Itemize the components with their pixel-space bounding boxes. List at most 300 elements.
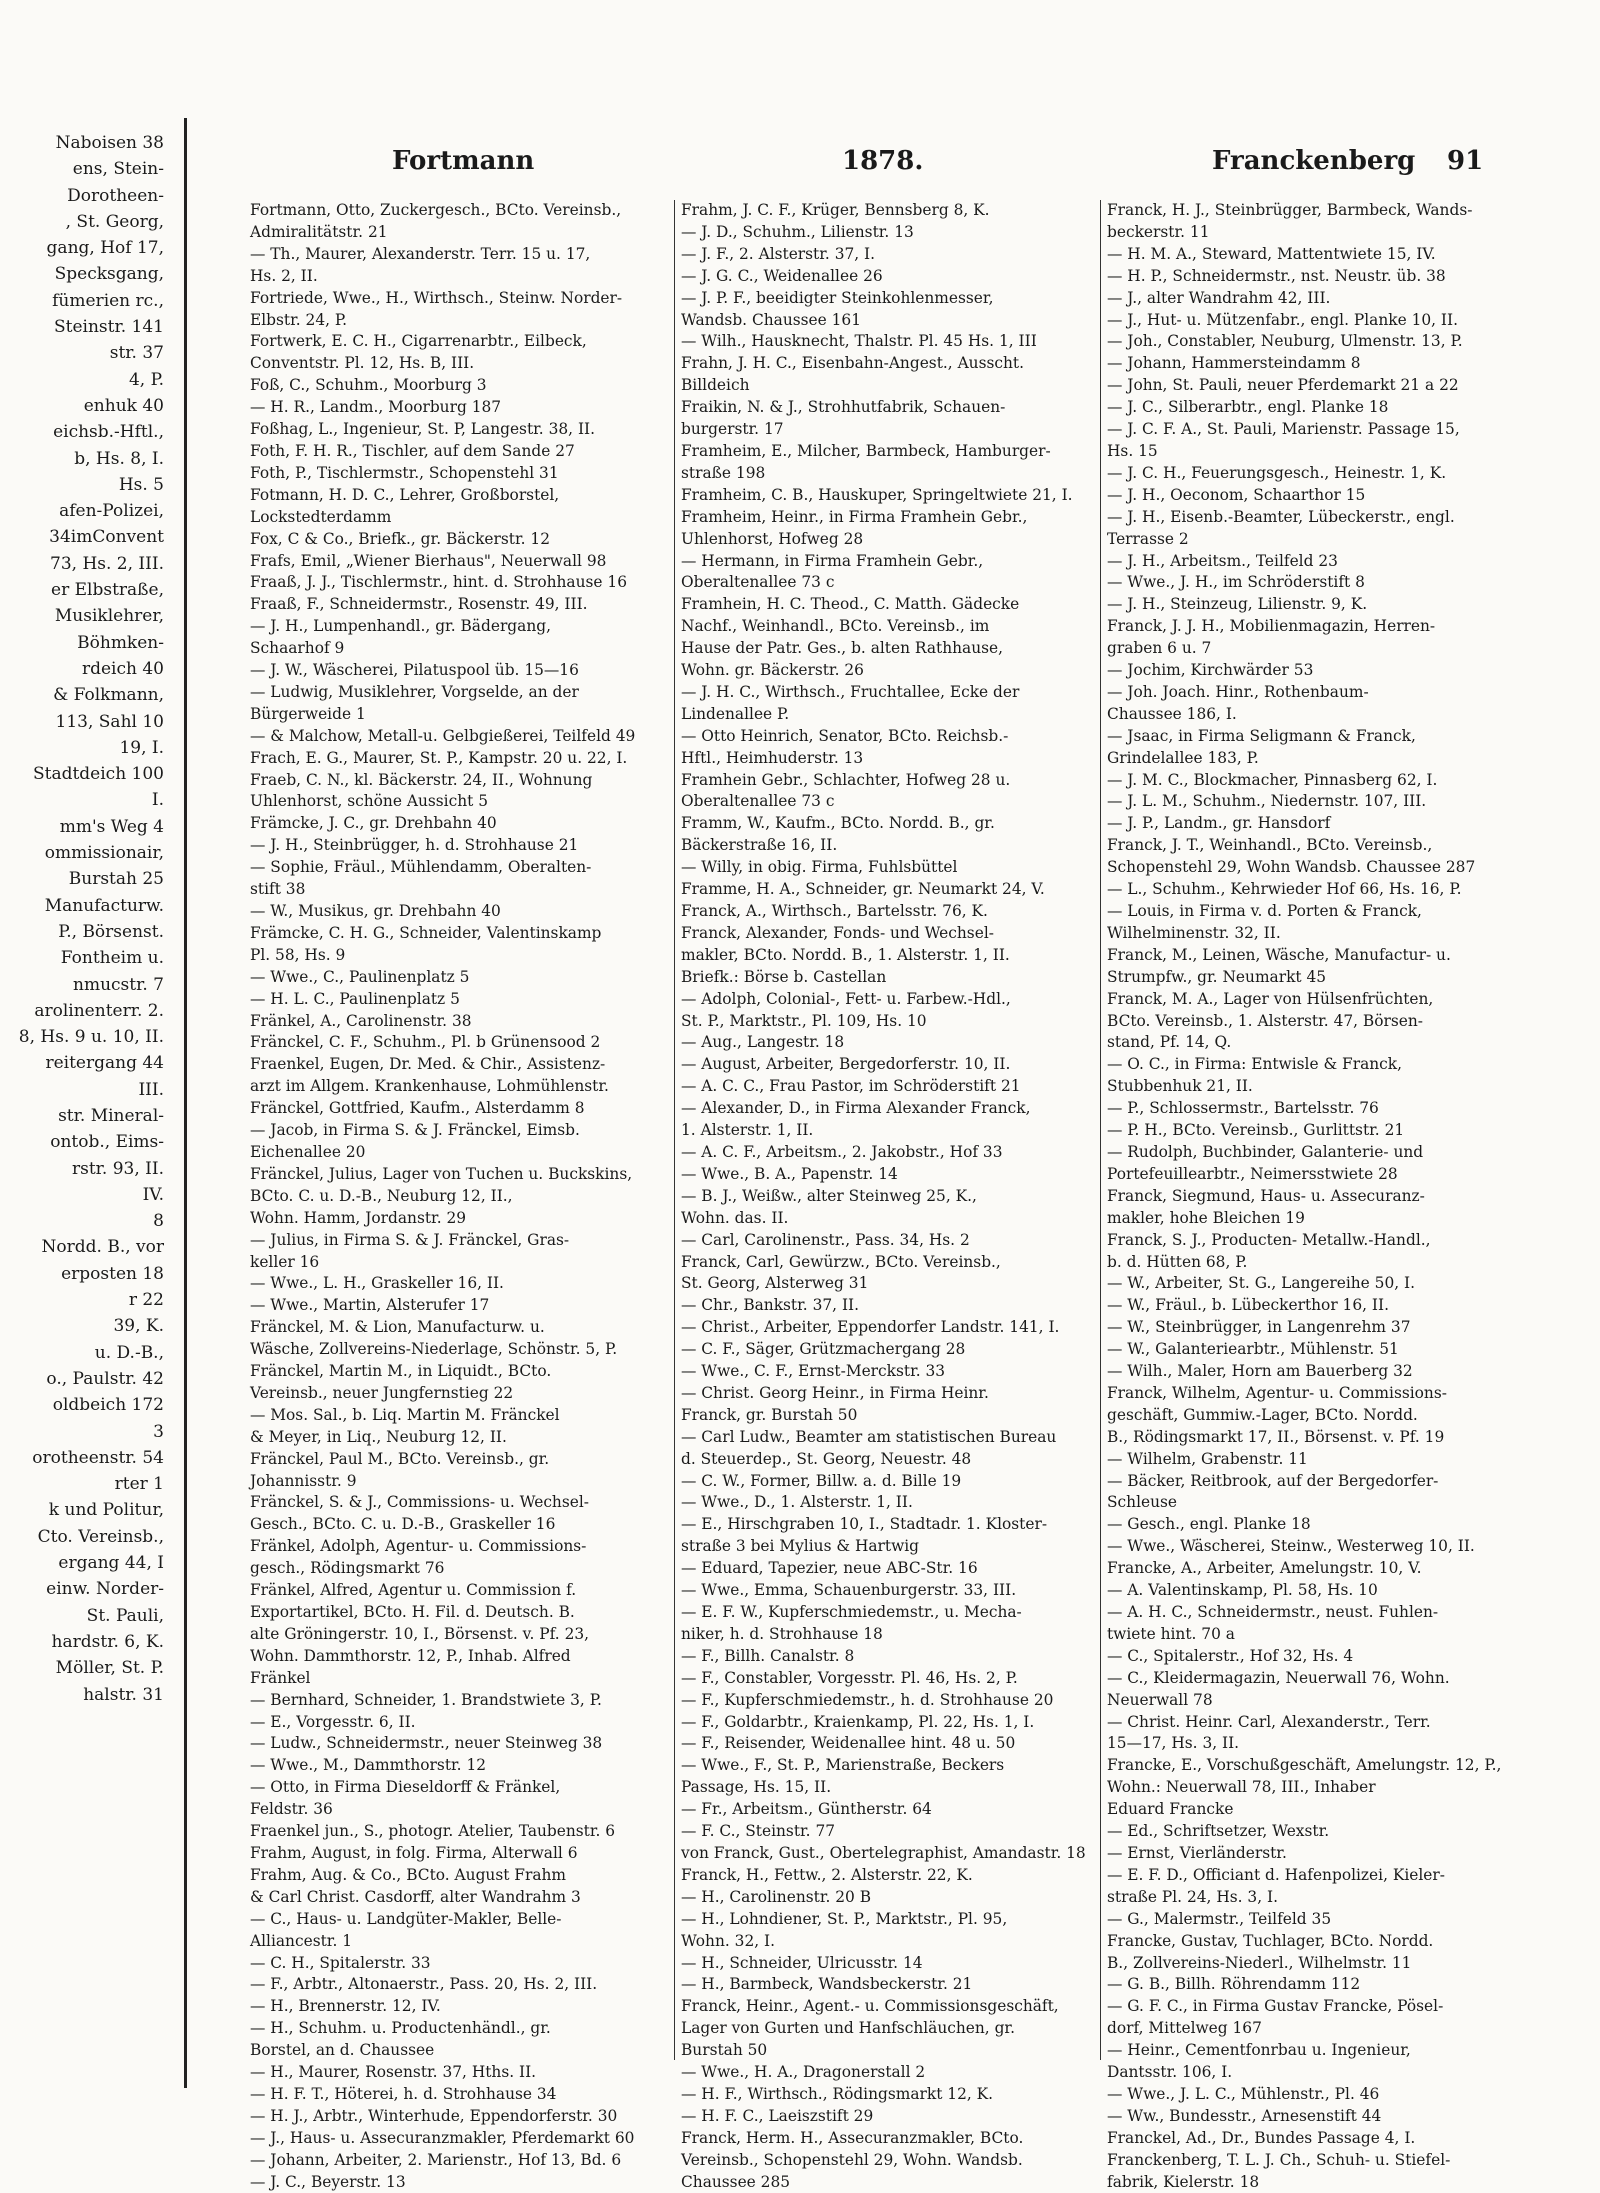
fragment-line: 19, I. xyxy=(119,737,164,758)
adjacent-page-fragment xyxy=(0,130,170,2090)
directory-entry-line: Frahn, J. H. C., Eisenbahn-Angest., Ausscht. xyxy=(681,354,1024,373)
directory-entry-line: Främcke, C. H. G., Schneider, Valentinskamp xyxy=(250,923,602,942)
directory-entry-line: makler, hohe Bleichen 19 xyxy=(1107,1208,1305,1227)
directory-entry-line: — H. L. C., Paulinenplatz 5 xyxy=(250,989,460,1008)
directory-entry-line: — A. Valentinskamp, Pl. 58, Hs. 10 xyxy=(1107,1581,1378,1600)
directory-entry-line: — Wwe., L. H., Graskeller 16, II. xyxy=(250,1274,504,1293)
directory-entry-line: Frach, E. G., Maurer, St. P., Kampstr. 20 u. 22, I. xyxy=(250,748,628,767)
fragment-line: 113, Sahl 10 xyxy=(55,711,164,732)
directory-entry-line: — E. F. W., Kupferschmiedemstr., u. Mecha- xyxy=(681,1603,1022,1621)
directory-entry-line: Chaussee 285 xyxy=(681,2172,791,2191)
directory-entry-line: Schopenstehl 29, Wohn Wandsb. Chaussee 287 xyxy=(1107,858,1476,877)
directory-entry-line: Hause der Patr. Ges., b. alten Rathhause, xyxy=(681,639,1004,658)
directory-entry-line: B., Rödingsmarkt 17, II., Börsenst. v. Pf. 19 xyxy=(1107,1427,1445,1446)
directory-entry-line: — Sophie, Fräul., Mühlendamm, Oberalten- xyxy=(250,858,592,877)
directory-entry-line: — Wwe., Emma, Schauenburgerstr. 33, III. xyxy=(681,1581,1017,1600)
directory-entry-line: — Jochim, Kirchwärder 53 xyxy=(1107,661,1314,680)
directory-entry-line: — G. F. C., in Firma Gustav Francke, Pösel- xyxy=(1107,1997,1444,2016)
directory-entry-line: Bürgerweide 1 xyxy=(250,704,366,723)
directory-entry-line: — J. G. C., Weidenallee 26 xyxy=(681,266,883,285)
header-left-catchword: Fortmann xyxy=(392,146,535,176)
directory-entry-line: — Aug., Langestr. 18 xyxy=(681,1033,845,1052)
fragment-line: rter 1 xyxy=(114,1474,164,1495)
directory-entry-line: 1. Alsterstr. 1, II. xyxy=(681,1121,814,1140)
directory-entry-line: — H. P., Schneidermstr., nst. Neustr. üb. 38 xyxy=(1107,266,1446,285)
fragment-line: Stadtdeich 100 xyxy=(32,764,164,785)
directory-entry-line: — Johann, Hammersteindamm 8 xyxy=(1107,354,1361,373)
directory-entry-line: — Carl, Carolinenstr., Pass. 34, Hs. 2 xyxy=(681,1230,970,1249)
directory-entry-line: Wohn. 32, I. xyxy=(681,1931,775,1950)
directory-entry-line: Exportartikel, BCto. H. Fil. d. Deutsch. B. xyxy=(250,1603,575,1621)
directory-entry-line: — J. H., Oeconom, Schaarthor 15 xyxy=(1107,485,1366,504)
directory-entry-line: Fraikin, N. & J., Strohhutfabrik, Schauen- xyxy=(681,398,1006,417)
directory-entry-line: — Wilhelm, Grabenstr. 11 xyxy=(1107,1449,1308,1468)
fragment-line: reitergang 44 xyxy=(45,1053,164,1074)
directory-entry-line: Francke, A., Arbeiter, Amelungstr. 10, V. xyxy=(1107,1559,1422,1578)
directory-entry-line: — W., Steinbrügger, in Langenrehm 37 xyxy=(1107,1318,1411,1337)
directory-entry-line: Billdeich xyxy=(681,376,750,395)
directory-entry-line: — W., Arbeiter, St. G., Langereihe 50, I. xyxy=(1107,1274,1416,1293)
directory-entry-line: — P., Schlossermstr., Bartelsstr. 76 xyxy=(1107,1099,1379,1118)
directory-entry-line: — Mos. Sal., b. Liq. Martin M. Fränckel xyxy=(250,1405,560,1424)
directory-entry-line: — G., Malermstr., Teilfeld 35 xyxy=(1107,1909,1332,1928)
directory-entry-line: — H. F. T., Höterei, h. d. Strohhause 34 xyxy=(250,2084,557,2103)
directory-entry-line: — Carl Ludw., Beamter am statistischen Bureau xyxy=(681,1427,1057,1446)
directory-entry-line: — J. W., Wäscherei, Pilatuspool üb. 15—16 xyxy=(250,661,579,680)
directory-entry-line: — E., Hirschgraben 10, I., Stadtadr. 1. Kloster- xyxy=(681,1515,1048,1534)
directory-entry-line: twiete hint. 70 a xyxy=(1107,1624,1235,1643)
directory-entry-line: — Th., Maurer, Alexanderstr. Terr. 15 u. 17, xyxy=(250,244,591,263)
directory-entry-line: Foßhag, L., Ingenieur, St. P, Langestr. 38, II. xyxy=(250,420,596,439)
directory-entry-line: — C. H., Spitalerstr. 33 xyxy=(250,1953,431,1972)
directory-entry-line: — H. F., Wirthsch., Rödingsmarkt 12, K. xyxy=(681,2084,994,2103)
directory-entry-line: Frahm, J. C. F., Krüger, Bennsberg 8, K. xyxy=(681,201,990,219)
fragment-line: Naboisen 38 xyxy=(55,133,164,153)
directory-entry-line: — Chr., Bankstr. 37, II. xyxy=(681,1296,859,1315)
directory-entry-line: Portefeuillearbtr., Neimersstwiete 28 xyxy=(1107,1164,1398,1183)
directory-entry-line: Grindelallee 183, P. xyxy=(1107,748,1259,767)
fragment-line: Möller, St. P. xyxy=(55,1658,164,1679)
directory-entry-line: — J. L. M., Schuhm., Niedernstr. 107, III. xyxy=(1107,792,1427,811)
directory-entry-line: — Wwe., J. L. C., Mühlenstr., Pl. 46 xyxy=(1107,2084,1380,2103)
directory-entry-line: Vereinsb., neuer Jungfernstieg 22 xyxy=(250,1383,514,1402)
fragment-line: k und Politur, xyxy=(48,1500,164,1521)
directory-entry-line: — Johann, Arbeiter, 2. Marienstr., Hof 13, Bd. 6 xyxy=(250,2150,622,2169)
directory-entry-line: Feldstr. 36 xyxy=(250,1800,333,1819)
directory-entry-line: Dantsstr. 106, I. xyxy=(1107,2063,1233,2082)
directory-entry-line: Alliancestr. 1 xyxy=(250,1931,353,1950)
fragment-line: , St. Georg, xyxy=(65,211,164,232)
directory-entry-line: Hftl., Heimhuderstr. 13 xyxy=(681,748,864,767)
directory-entry-line: — Eduard, Tapezier, neue ABC-Str. 16 xyxy=(681,1559,978,1578)
directory-entry-line: Fränkel, Adolph, Agentur- u. Commissions- xyxy=(250,1537,587,1556)
directory-entry-line: — J., Hut- u. Mützenfabr., engl. Planke 10, II. xyxy=(1107,310,1458,329)
directory-entry-line: — F., Arbtr., Altonaerstr., Pass. 20, Hs. 2, III. xyxy=(250,1975,598,1994)
directory-entry-line: — August, Arbeiter, Bergedorferstr. 10, II. xyxy=(681,1055,1011,1074)
directory-entry-line: — Joh. Joach. Hinr., Rothenbaum- xyxy=(1107,682,1369,701)
fragment-line: gang, Hof 17, xyxy=(46,238,164,259)
directory-entry-line: — J. H., Eisenb.-Beamter, Lübeckerstr., engl. xyxy=(1107,507,1455,526)
fragment-line: er Elbstraße, xyxy=(51,580,164,601)
directory-entry-line: St. P., Marktstr., Pl. 109, Hs. 10 xyxy=(681,1011,927,1030)
fragment-line: Specksgang, xyxy=(54,264,164,285)
fragment-line: Steinstr. 141 xyxy=(54,317,164,338)
directory-entry-line: Franckel, Ad., Dr., Bundes Passage 4, I. xyxy=(1107,2128,1416,2147)
fragment-line: I. xyxy=(151,790,164,811)
directory-entry-line: Fränkel, Alfred, Agentur u. Commission f. xyxy=(250,1581,577,1600)
directory-entry-line: straße Pl. 24, Hs. 3, I. xyxy=(1107,1887,1278,1906)
fragment-line: orotheenstr. 54 xyxy=(32,1447,164,1468)
directory-entry-line: — J. H., Arbeitsm., Teilfeld 23 xyxy=(1107,551,1338,570)
directory-entry-line: Stubbenhuk 21, II. xyxy=(1107,1077,1253,1096)
fragment-line: hardstr. 6, K. xyxy=(51,1631,164,1652)
fragment-line: 8 xyxy=(153,1211,164,1232)
directory-entry-line: burgerstr. 17 xyxy=(681,420,784,439)
directory-entry-line: Franck, M. A., Lager von Hülsenfrüchten, xyxy=(1107,989,1434,1008)
fragment-line: rdeich 40 xyxy=(81,658,164,679)
directory-entry-line: Foth, P., Tischlermstr., Schopenstehl 31 xyxy=(250,463,559,482)
directory-entry-line: — A. C. F., Arbeitsm., 2. Jakobstr., Hof 33 xyxy=(681,1142,1003,1161)
directory-entry-line: Lockstedterdamm xyxy=(250,507,392,526)
directory-entry-line: — Jsaac, in Firma Seligmann & Franck, xyxy=(1107,726,1416,745)
directory-entry-line: Fränckel, Gottfried, Kaufm., Alsterdamm 8 xyxy=(250,1099,585,1118)
directory-entry-line: graben 6 u. 7 xyxy=(1107,639,1212,658)
directory-entry-line: Framhein Gebr., Schlachter, Hofweg 28 u. xyxy=(681,770,1011,789)
fragment-line: ens, Stein- xyxy=(72,159,164,180)
fragment-line: o., Paulstr. 42 xyxy=(46,1368,164,1389)
fragment-line: u. D.-B., xyxy=(94,1342,164,1363)
fragment-line: einw. Norder- xyxy=(46,1579,164,1600)
running-header xyxy=(212,146,1530,186)
directory-entry-line: — J. C., Silberarbtr., engl. Planke 18 xyxy=(1107,398,1389,417)
directory-entry-line: arzt im Allgem. Krankenhause, Lohmühlenstr. xyxy=(250,1077,609,1096)
directory-entry-line: — H., Schuhm. u. Productenhändl., gr. xyxy=(250,2019,551,2038)
directory-entry-line: — J. P., Landm., gr. Hansdorf xyxy=(1107,814,1331,833)
directory-entry-line: — P. H., BCto. Vereinsb., Gurlittstr. 21 xyxy=(1107,1121,1405,1140)
fragment-line: Hs. 5 xyxy=(118,474,164,495)
directory-entry-line: — J. P. F., beeidigter Steinkohlenmesser, xyxy=(681,288,994,307)
directory-entry-line: — A. C. C., Frau Pastor, im Schröderstift 21 xyxy=(681,1077,1021,1096)
directory-entry-line: — Willy, in obig. Firma, Fuhlsbüttel xyxy=(681,858,958,877)
directory-entry-line: — H. J., Arbtr., Winterhude, Eppendorferstr. 30 xyxy=(250,2106,618,2125)
directory-entry-line: — Ed., Schriftsetzer, Wexstr. xyxy=(1107,1822,1330,1841)
directory-entry-line: — C., Spitalerstr., Hof 32, Hs. 4 xyxy=(1107,1646,1354,1665)
directory-entry-line: Eichenallee 20 xyxy=(250,1142,366,1161)
directory-entry-line: Wohn. Hamm, Jordanstr. 29 xyxy=(250,1208,467,1227)
directory-entry-line: — J. D., Schuhm., Lilienstr. 13 xyxy=(681,222,914,241)
directory-entry-line: Framheim, Heinr., in Firma Framhein Gebr., xyxy=(681,507,1028,526)
directory-entry-line: Oberaltenallee 73 c xyxy=(681,792,835,811)
directory-entry-line: — F., Goldarbtr., Kraienkamp, Pl. 22, Hs. 1, I. xyxy=(681,1712,1035,1731)
directory-entry-line: Wohn. Dammthorstr. 12, P., Inhab. Alfred xyxy=(250,1646,571,1665)
directory-entry-line: — F., Billh. Canalstr. 8 xyxy=(681,1646,855,1665)
directory-entry-line: — Christ., Arbeiter, Eppendorfer Landstr. 141, I. xyxy=(681,1318,1060,1337)
fragment-line: nmucstr. 7 xyxy=(73,974,164,995)
directory-entry-line: Chaussee 186, I. xyxy=(1107,704,1237,723)
directory-entry-line: Admiralitätstr. 21 xyxy=(250,222,388,241)
directory-entry-line: — W., Musikus, gr. Drehbahn 40 xyxy=(250,902,501,920)
directory-entry-line: — Wwe., J. H., im Schröderstift 8 xyxy=(1107,573,1365,592)
column-3 xyxy=(1100,200,1537,2191)
directory-entry-line: Wohn.: Neuerwall 78, III., Inhaber xyxy=(1107,1778,1376,1797)
directory-entry-line: d. Steuerdep., St. Georg, Neuestr. 48 xyxy=(681,1449,972,1468)
directory-entry-line: Uhlenhorst, Hofweg 28 xyxy=(681,529,864,548)
directory-entry-line: — C. F., Säger, Grützmachergang 28 xyxy=(681,1340,966,1359)
directory-entry-line: Passage, Hs. 15, II. xyxy=(681,1778,832,1797)
directory-entry-line: Franck, S. J., Producten- Metallw.-Handl., xyxy=(1107,1230,1431,1249)
fragment-line: str. 37 xyxy=(109,343,164,364)
directory-entry-line: Fränckel, M. & Lion, Manufacturw. u. xyxy=(250,1318,545,1337)
directory-entry-line: Franck, H. J., Steinbrügger, Barmbeck, Wands- xyxy=(1107,201,1473,219)
fragment-line: rstr. 93, II. xyxy=(71,1158,164,1179)
directory-entry-line: — H., Carolinenstr. 20 B xyxy=(681,1887,872,1906)
directory-entry-line: — H., Brennerstr. 12, IV. xyxy=(250,1997,441,2016)
fragment-line: 3 xyxy=(153,1421,164,1442)
fragment-line: 73, Hs. 2, III. xyxy=(50,553,164,574)
directory-entry-line: — Wwe., H. A., Dragonerstall 2 xyxy=(681,2063,926,2082)
directory-entry-line: — H., Maurer, Rosenstr. 37, Hths. II. xyxy=(250,2063,537,2082)
directory-entry-line: Vereinsb., Schopenstehl 29, Wohn. Wandsb. xyxy=(681,2150,1023,2169)
fragment-line: Musiklehrer, xyxy=(54,606,164,627)
directory-entry-line: — Wwe., B. A., Papenstr. 14 xyxy=(681,1164,898,1183)
directory-entry-line: — E. F. D., Officiant d. Hafenpolizei, Kieler- xyxy=(1107,1865,1445,1884)
directory-entry-line: Framhein, H. C. Theod., C. Matth. Gädecke xyxy=(681,595,1020,614)
directory-entry-line: — Ludwig, Musiklehrer, Vorgselde, an der xyxy=(250,682,579,701)
fragment-line: Manufacturw. xyxy=(44,895,164,916)
fragment-line: mm's Weg 4 xyxy=(59,816,164,837)
directory-entry-line: Francke, E., Vorschußgeschäft, Amelungstr. 12, P., xyxy=(1107,1756,1502,1775)
fragment-line: afen-Polizei, xyxy=(59,501,164,522)
directory-entry-line: — E., Vorgesstr. 6, II. xyxy=(250,1712,416,1731)
directory-entry-line: — Ww., Bundesstr., Arnesenstift 44 xyxy=(1107,2106,1382,2125)
directory-entry-line: Framheim, E., Milcher, Barmbeck, Hamburger- xyxy=(681,441,1051,460)
directory-entry-line: Wandsb. Chaussee 161 xyxy=(681,310,862,329)
directory-entry-line: Conventstr. Pl. 12, Hs. B, III. xyxy=(250,354,475,373)
directory-entry-line: — H., Barmbeck, Wandsbeckerstr. 21 xyxy=(681,1975,973,1994)
directory-entry-line: — & Malchow, Metall-u. Gelbgießerei, Teilfeld 49 xyxy=(250,726,636,745)
directory-entry-line: — Wwe., F., St. P., Marienstraße, Beckers xyxy=(681,1756,1005,1775)
directory-entry-line: — Louis, in Firma v. d. Porten & Franck, xyxy=(1107,902,1422,920)
directory-entry-line: Strumpfw., gr. Neumarkt 45 xyxy=(1107,967,1327,986)
directory-entry-line: — Wwe., M., Dammthorstr. 12 xyxy=(250,1756,487,1775)
directory-entry-line: Fränckel, Martin M., in Liquidt., BCto. xyxy=(250,1362,552,1381)
directory-entry-line: Fränckel, S. & J., Commissions- u. Wechsel- xyxy=(250,1493,589,1512)
fragment-line: arolinenterr. 2. xyxy=(34,1000,164,1021)
directory-entry-line: fabrik, Kielerstr. 18 xyxy=(1107,2172,1260,2191)
directory-entry-line: — J. M. C., Blockmacher, Pinnasberg 62, I. xyxy=(1107,770,1438,789)
directory-entry-line: Eduard Francke xyxy=(1107,1800,1234,1819)
directory-entry-line: Briefk.: Börse b. Castellan xyxy=(681,967,887,986)
directory-entry-line: — F., Kupferschmiedemstr., h. d. Strohhause 20 xyxy=(681,1690,1054,1709)
directory-entry-line: — Otto Heinrich, Senator, BCto. Reichsb.- xyxy=(681,726,1009,745)
directory-entry-line: Hs. 2, II. xyxy=(250,266,318,285)
directory-entry-line: Schleuse xyxy=(1107,1493,1178,1512)
directory-entry-line: geschäft, Gummiw.-Lager, BCto. Nordd. xyxy=(1107,1405,1418,1424)
directory-entry-line: Francke, Gustav, Tuchlager, BCto. Nordd. xyxy=(1107,1931,1434,1950)
directory-entry-line: — A. H. C., Schneidermstr., neust. Fuhlen- xyxy=(1107,1603,1439,1621)
directory-entry-line: — Wwe., D., 1. Alsterstr. 1, II. xyxy=(681,1493,913,1512)
directory-entry-line: Franck, Wilhelm, Agentur- u. Commissions- xyxy=(1107,1383,1447,1402)
directory-entry-line: Terrasse 2 xyxy=(1107,529,1189,548)
directory-entry-line: — Heinr., Cementfonrbau u. Ingenieur, xyxy=(1107,2041,1411,2060)
directory-entry-line: — Christ. Georg Heinr., in Firma Heinr. xyxy=(681,1383,989,1402)
directory-entry-line: 15—17, Hs. 3, II. xyxy=(1107,1734,1240,1753)
directory-entry-line: — J. F., 2. Alsterstr. 37, I. xyxy=(681,244,876,263)
directory-entry-line: — J. H., Steinzeug, Lilienstr. 9, K. xyxy=(1107,595,1368,614)
directory-entry-line: & Carl Christ. Casdorff, alter Wandrahm 3 xyxy=(250,1887,581,1906)
directory-entry-line: Wohn. gr. Bäckerstr. 26 xyxy=(681,661,864,680)
directory-entry-line: — Ernst, Vierländerstr. xyxy=(1107,1843,1287,1862)
directory-entry-line: Franck, H., Fettw., 2. Alsterstr. 22, K. xyxy=(681,1865,973,1884)
directory-entry-line: — Bäcker, Reitbrook, auf der Bergedorfer- xyxy=(1107,1471,1439,1490)
fragment-line: IV. xyxy=(142,1184,164,1205)
directory-entry-line: Lindenallee P. xyxy=(681,704,790,723)
directory-entry-line: Framheim, C. B., Hauskuper, Springeltwiete 21, I. xyxy=(681,485,1073,504)
directory-entry-line: gesch., Rödingsmarkt 76 xyxy=(250,1559,445,1578)
directory-entry-line: alte Gröningerstr. 10, I., Börsenst. v. Pf. 23, xyxy=(250,1624,590,1643)
directory-entry-line: straße 3 bei Mylius & Hartwig xyxy=(681,1537,920,1556)
directory-entry-line: Wilhelminenstr. 32, II. xyxy=(1107,923,1281,942)
directory-entry-line: Fränckel, C. F., Schuhm., Pl. b Grünensood 2 xyxy=(250,1033,601,1052)
directory-entry-line: Franck, J. T., Weinhandl., BCto. Vereinsb., xyxy=(1107,836,1433,855)
directory-entry-line: — Ludw., Schneidermstr., neuer Steinweg 38 xyxy=(250,1734,603,1753)
directory-entry-line: — Fr., Arbeitsm., Güntherstr. 64 xyxy=(681,1800,932,1819)
directory-entry-line: Wäsche, Zollvereins-Niederlage, Schönstr. 5, P. xyxy=(250,1340,618,1359)
directory-entry-line: Franck, A., Wirthsch., Bartelsstr. 76, K. xyxy=(681,902,988,920)
directory-entry-line: Gesch., BCto. C. u. D.-B., Graskeller 16 xyxy=(250,1515,556,1534)
directory-entry-line: Franck, Alexander, Fonds- und Wechsel- xyxy=(681,923,994,942)
directory-entry-line: — Joh., Constabler, Neuburg, Ulmenstr. 13, P. xyxy=(1107,332,1463,351)
directory-entry-line: dorf, Mittelweg 167 xyxy=(1107,2019,1262,2038)
directory-entry-line: Pl. 58, Hs. 9 xyxy=(250,945,346,964)
directory-entry-line: — Wwe., C., Paulinenplatz 5 xyxy=(250,967,470,986)
directory-entry-line: — J., alter Wandrahm 42, III. xyxy=(1107,288,1331,307)
directory-entry-line: Franck, gr. Burstah 50 xyxy=(681,1405,858,1424)
column-2 xyxy=(674,200,1101,2191)
header-year: 1878. xyxy=(842,146,924,176)
fragment-line: Nordd. B., vor xyxy=(41,1237,164,1258)
fragment-line: Fontheim u. xyxy=(60,948,164,969)
fragment-line: St. Pauli, xyxy=(86,1605,164,1626)
directory-entry-line: Franck, J. J. H., Mobilienmagazin, Herren- xyxy=(1107,617,1436,636)
directory-entry-line: straße 198 xyxy=(681,463,766,482)
directory-entry-line: — C., Haus- u. Landgüter-Makler, Belle- xyxy=(250,1909,562,1928)
directory-entry-line: Frahm, August, in folg. Firma, Alterwall 6 xyxy=(250,1843,578,1862)
directory-entry-line: — J. C. H., Feuerungsgesch., Heinestr. 1, K. xyxy=(1107,463,1447,482)
directory-entry-line: — F., Reisender, Weidenallee hint. 48 u. 50 xyxy=(681,1734,1016,1753)
directory-entry-line: Fränckel, Paul M., BCto. Vereinsb., gr. xyxy=(250,1449,550,1468)
directory-entry-line: b. d. Hütten 68, P. xyxy=(1107,1252,1248,1271)
fragment-line: halstr. 31 xyxy=(83,1684,164,1705)
fragment-line: Böhmken- xyxy=(77,632,164,653)
directory-entry-line: Fränkel xyxy=(250,1668,311,1687)
directory-entry-line: Frahm, Aug. & Co., BCto. August Frahm xyxy=(250,1865,567,1884)
directory-entry-line: — J. C. F. A., St. Pauli, Marienstr. Passage 15, xyxy=(1107,420,1460,439)
directory-entry-line: — Jacob, in Firma S. & J. Fränckel, Eimsb. xyxy=(250,1121,580,1140)
directory-entry-line: Franck, M., Leinen, Wäsche, Manufactur- u. xyxy=(1107,945,1451,964)
directory-entry-line: — Gesch., engl. Planke 18 xyxy=(1107,1515,1311,1534)
directory-entry-line: — W., Fräul., b. Lübeckerthor 16, II. xyxy=(1107,1296,1389,1315)
directory-entry-line: — G. B., Billh. Röhrendamm 112 xyxy=(1107,1975,1361,1994)
directory-entry-line: — Wwe., Martin, Alsterufer 17 xyxy=(250,1296,490,1315)
directory-entry-line: — J. H. C., Wirthsch., Fruchtallee, Ecke der xyxy=(681,682,1020,701)
header-right-catchword: Franckenberg xyxy=(1212,146,1416,176)
directory-entry-line: Framme, H. A., Schneider, gr. Neumarkt 24, V. xyxy=(681,880,1045,899)
directory-entry-line: — J., Haus- u. Assecuranzmakler, Pferdemarkt 60 xyxy=(250,2128,635,2147)
directory-entry-line: makler, BCto. Nordd. B., 1. Alsterstr. 1, II. xyxy=(681,945,1010,964)
column-1 xyxy=(250,200,650,2191)
directory-entry-line: B., Zollvereins-Niederl., Wilhelmstr. 11 xyxy=(1107,1953,1412,1972)
directory-entry-line: Fraaß, F., Schneidermstr., Rosenstr. 49, III. xyxy=(250,595,588,614)
page-gutter xyxy=(184,118,207,2088)
fragment-line: & Folkmann, xyxy=(53,685,164,706)
directory-entry-line: stand, Pf. 14, Q. xyxy=(1107,1033,1232,1052)
directory-entry-line: Fortriede, Wwe., H., Wirthsch., Steinw. Norder- xyxy=(250,288,623,307)
directory-entry-line: — Julius, in Firma S. & J. Fränckel, Gras- xyxy=(250,1230,570,1249)
directory-entry-line: BCto. Vereinsb., 1. Alsterstr. 47, Börsen- xyxy=(1107,1011,1423,1030)
directory-entry-line: Fraaß, J. J., Tischlermstr., hint. d. Strohhause 16 xyxy=(250,573,627,592)
directory-entry-line: — Alexander, D., in Firma Alexander Franck, xyxy=(681,1099,1031,1118)
directory-entry-line: Franck, Heinr., Agent.- u. Commissionsgeschäft, xyxy=(681,1997,1059,2016)
fragment-line: 8, Hs. 9 u. 10, II. xyxy=(18,1027,164,1048)
fragment-line: oldbeich 172 xyxy=(52,1395,164,1416)
fragment-line: 4, P. xyxy=(128,369,164,390)
directory-entry-line: Franck, Herm. H., Assecuranzmakler, BCto. xyxy=(681,2128,1024,2147)
fragment-line: 39, K. xyxy=(113,1316,164,1337)
directory-entry-line: Franckenberg, T. L. J. Ch., Schuh- u. Stiefel- xyxy=(1107,2150,1451,2169)
directory-entry-line: — H. R., Landm., Moorburg 187 xyxy=(250,398,502,417)
directory-entry-line: Foß, C., Schuhm., Moorburg 3 xyxy=(250,376,487,395)
directory-entry-line: Franck, Carl, Gewürzw., BCto. Vereinsb., xyxy=(681,1252,1001,1271)
directory-entry-line: — Otto, in Firma Dieseldorff & Fränkel, xyxy=(250,1778,561,1797)
directory-entry-line: — J. H., Lumpenhandl., gr. Bädergang, xyxy=(250,617,551,636)
directory-entry-line: Fränckel, Julius, Lager von Tuchen u. Buckskins, xyxy=(250,1164,633,1183)
directory-entry-line: Oberaltenallee 73 c xyxy=(681,573,835,592)
directory-entry-line: — Wwe., Wäscherei, Steinw., Westerweg 10, II. xyxy=(1107,1537,1475,1556)
directory-entry-line: beckerstr. 11 xyxy=(1107,222,1210,241)
fragment-line: 34imConvent xyxy=(49,527,164,548)
directory-entry-line: Borstel, an d. Chaussee xyxy=(250,2041,435,2060)
directory-entry-line: Fränkel, A., Carolinenstr. 38 xyxy=(250,1011,472,1030)
directory-entry-line: Wohn. das. II. xyxy=(681,1208,789,1227)
fragment-line: enhuk 40 xyxy=(83,395,164,416)
fragment-line: erposten 18 xyxy=(61,1263,164,1284)
directory-entry-line: Foth, F. H. R., Tischler, auf dem Sande 27 xyxy=(250,441,575,460)
directory-entry-line: — H., Schneider, Ulricusstr. 14 xyxy=(681,1953,923,1972)
directory-entry-line: — H. F. C., Laeiszstift 29 xyxy=(681,2106,874,2125)
directory-entry-line: — W., Galanteriearbtr., Mühlenstr. 51 xyxy=(1107,1340,1399,1359)
directory-entry-line: Fraeb, C. N., kl. Bäckerstr. 24, II., Wohnung xyxy=(250,770,593,789)
directory-entry-line: BCto. C. u. D.-B., Neuburg 12, II., xyxy=(250,1186,513,1205)
fragment-line: Cto. Vereinsb., xyxy=(37,1526,164,1547)
directory-entry-line: von Franck, Gust., Obertelegraphist, Amandastr. 18 xyxy=(681,1843,1086,1862)
fragment-line: eichsb.-Hftl., xyxy=(53,422,164,443)
directory-entry-line: Fraenkel jun., S., photogr. Atelier, Taubenstr. 6 xyxy=(250,1822,616,1841)
directory-entry-line: — J. H., Steinbrügger, h. d. Strohhause 21 xyxy=(250,836,579,855)
directory-entry-line: Fraenkel, Eugen, Dr. Med. & Chir., Assistenz- xyxy=(250,1055,606,1074)
fragment-line: str. Mineral- xyxy=(58,1105,164,1126)
directory-entry-line: St. Georg, Alsterweg 31 xyxy=(681,1274,869,1293)
directory-entry-line: Fox, C & Co., Briefk., gr. Bäckerstr. 12 xyxy=(250,529,550,548)
directory-entry-line: — L., Schuhm., Kehrwieder Hof 66, Hs. 16, P. xyxy=(1107,880,1462,899)
directory-page xyxy=(212,118,1530,2191)
fragment-line: fümerien rc., xyxy=(52,290,164,311)
directory-entry-line: stift 38 xyxy=(250,880,306,899)
directory-entry-line: — Wilh., Maler, Horn am Bauerberg 32 xyxy=(1107,1362,1413,1381)
directory-entry-line: — C. W., Former, Billw. a. d. Bille 19 xyxy=(681,1471,962,1490)
directory-entry-line: — H. M. A., Steward, Mattentwiete 15, IV. xyxy=(1107,244,1436,263)
directory-entry-line: — Adolph, Colonial-, Fett- u. Farbew.-Hdl., xyxy=(681,989,1011,1008)
